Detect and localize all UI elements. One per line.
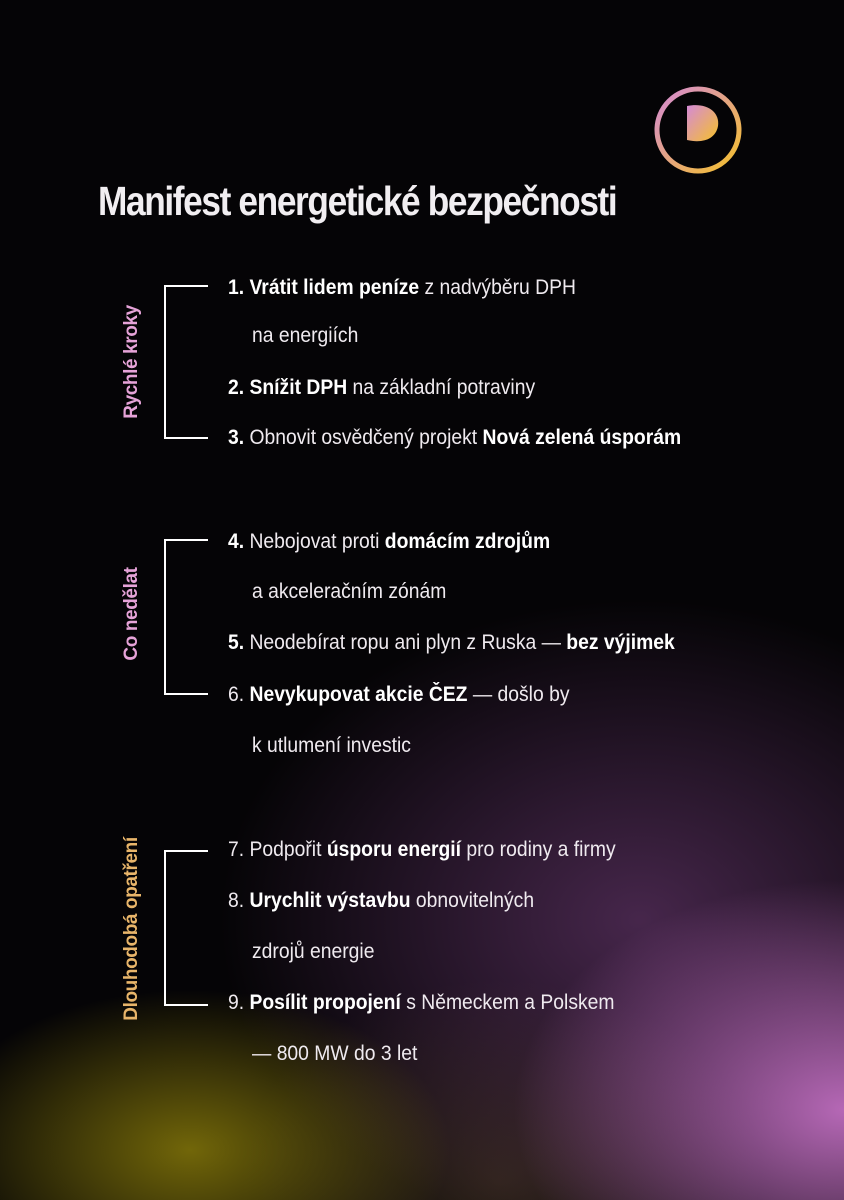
list-item-continuation: — 800 MW do 3 let <box>252 1042 418 1065</box>
group-bracket <box>164 850 208 1006</box>
list-item: 8. Urychlit výstavbu obnovitelných <box>228 889 535 912</box>
page-title: Manifest energetické bezpečnosti <box>98 178 617 224</box>
list-item: 6. Nevykupovat akcie ČEZ — došlo by <box>228 683 570 706</box>
list-item: 2. Snížit DPH na základní potraviny <box>228 376 536 399</box>
list-item: 4. Nebojovat proti domácím zdrojům <box>228 530 551 553</box>
group-label: Rychlé kroky <box>121 305 142 419</box>
list-item-continuation: k utlumení investic <box>252 734 411 757</box>
group-label: Co nedělat <box>121 567 142 661</box>
group-label: Dlouhodobá opatření <box>121 837 142 1021</box>
list-item-continuation: na energiích <box>252 324 359 347</box>
group-bracket <box>164 539 208 695</box>
list-item: 9. Posílit propojení s Německem a Polskem <box>228 991 615 1014</box>
group-bracket <box>164 285 208 439</box>
list-item: 1. Vrátit lidem peníze z nadvýběru DPH <box>228 276 576 299</box>
list-item: 5. Neodebírat ropu ani plyn z Ruska — bez výjimek <box>228 631 675 654</box>
pirate-party-logo-icon <box>652 84 744 176</box>
list-item: 3. Obnovit osvědčený projekt Nová zelená úsporám <box>228 426 682 449</box>
list-item-continuation: a akceleračním zónám <box>252 580 447 603</box>
list-item: 7. Podpořit úsporu energií pro rodiny a firmy <box>228 838 616 861</box>
list-item-continuation: zdrojů energie <box>252 940 375 963</box>
